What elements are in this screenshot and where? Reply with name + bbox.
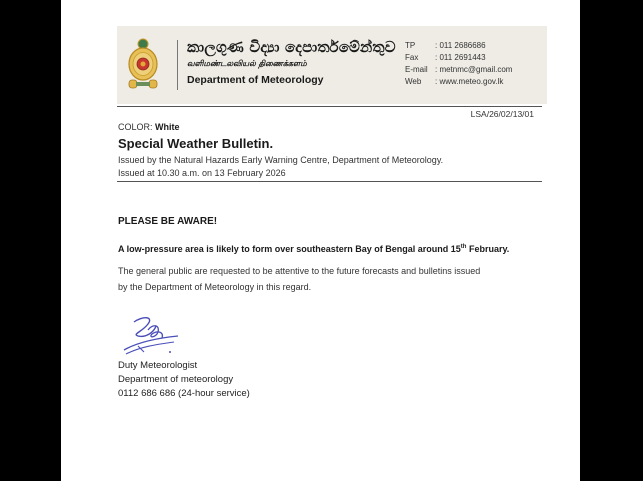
contact-label: Web (405, 77, 422, 86)
letterhead-bottom-rule (117, 106, 542, 107)
color-label: COLOR: (118, 122, 153, 132)
org-name-sinhala: කාලගුණ විද්‍යා දෙපාර්තමේන්තුව (187, 38, 396, 56)
signatory-department: Department of meteorology (118, 374, 234, 385)
organisation-names (187, 38, 396, 86)
title-bottom-rule (117, 181, 542, 182)
signature-icon (118, 312, 186, 360)
headline (118, 244, 509, 254)
color-code (118, 122, 180, 132)
contact-web (405, 76, 512, 88)
contact-value: : 011 2686686 (435, 41, 486, 50)
color-value: White (155, 122, 180, 132)
signatory-title: Duty Meteorologist (118, 360, 198, 371)
issued-at: Issued at 10.30 a.m. on 13 February 2026 (118, 168, 286, 178)
contact-fax (405, 52, 512, 64)
contact-details (405, 40, 512, 88)
advice-line-1: The general public are requested to be attentive to the future forecasts and bulletins issued (118, 266, 481, 276)
contact-value: : 011 2691443 (435, 53, 486, 62)
headline-ordinal: th (460, 244, 467, 250)
contact-value[interactable]: : metnmc@gmail.com (435, 65, 513, 74)
contact-tp (405, 40, 512, 52)
document-page (61, 0, 580, 481)
org-name-tamil: வளிமண்டலவியல் திணைக்களம் (187, 59, 307, 68)
headline-text: A low-pressure area is likely to form over southeastern Bay of Bengal around 15 (118, 244, 461, 254)
contact-value[interactable]: : www.meteo.gov.lk (435, 77, 504, 86)
contact-label: Fax (405, 53, 419, 62)
contact-email (405, 64, 512, 76)
advice-line-2: by the Department of Meteorology in this regard. (118, 282, 312, 292)
letterhead-divider (177, 40, 178, 90)
contact-label: TP (405, 41, 416, 50)
org-name-english: Department of Meteorology (187, 74, 324, 86)
alert-heading: PLEASE BE AWARE! (118, 216, 218, 227)
contact-label: E-mail (405, 65, 428, 74)
signatory-phone: 0112 686 686 (24-hour service) (118, 388, 250, 399)
bulletin-title: Special Weather Bulletin. (118, 136, 274, 151)
bulletin-reference: LSA/26/02/13/01 (470, 109, 534, 119)
letterhead (117, 26, 547, 104)
sri-lanka-emblem-icon (127, 36, 159, 92)
headline-text-end: February. (466, 244, 510, 254)
issued-by: Issued by the Natural Hazards Early Warning Centre, Department of Meteorology. (118, 155, 444, 165)
